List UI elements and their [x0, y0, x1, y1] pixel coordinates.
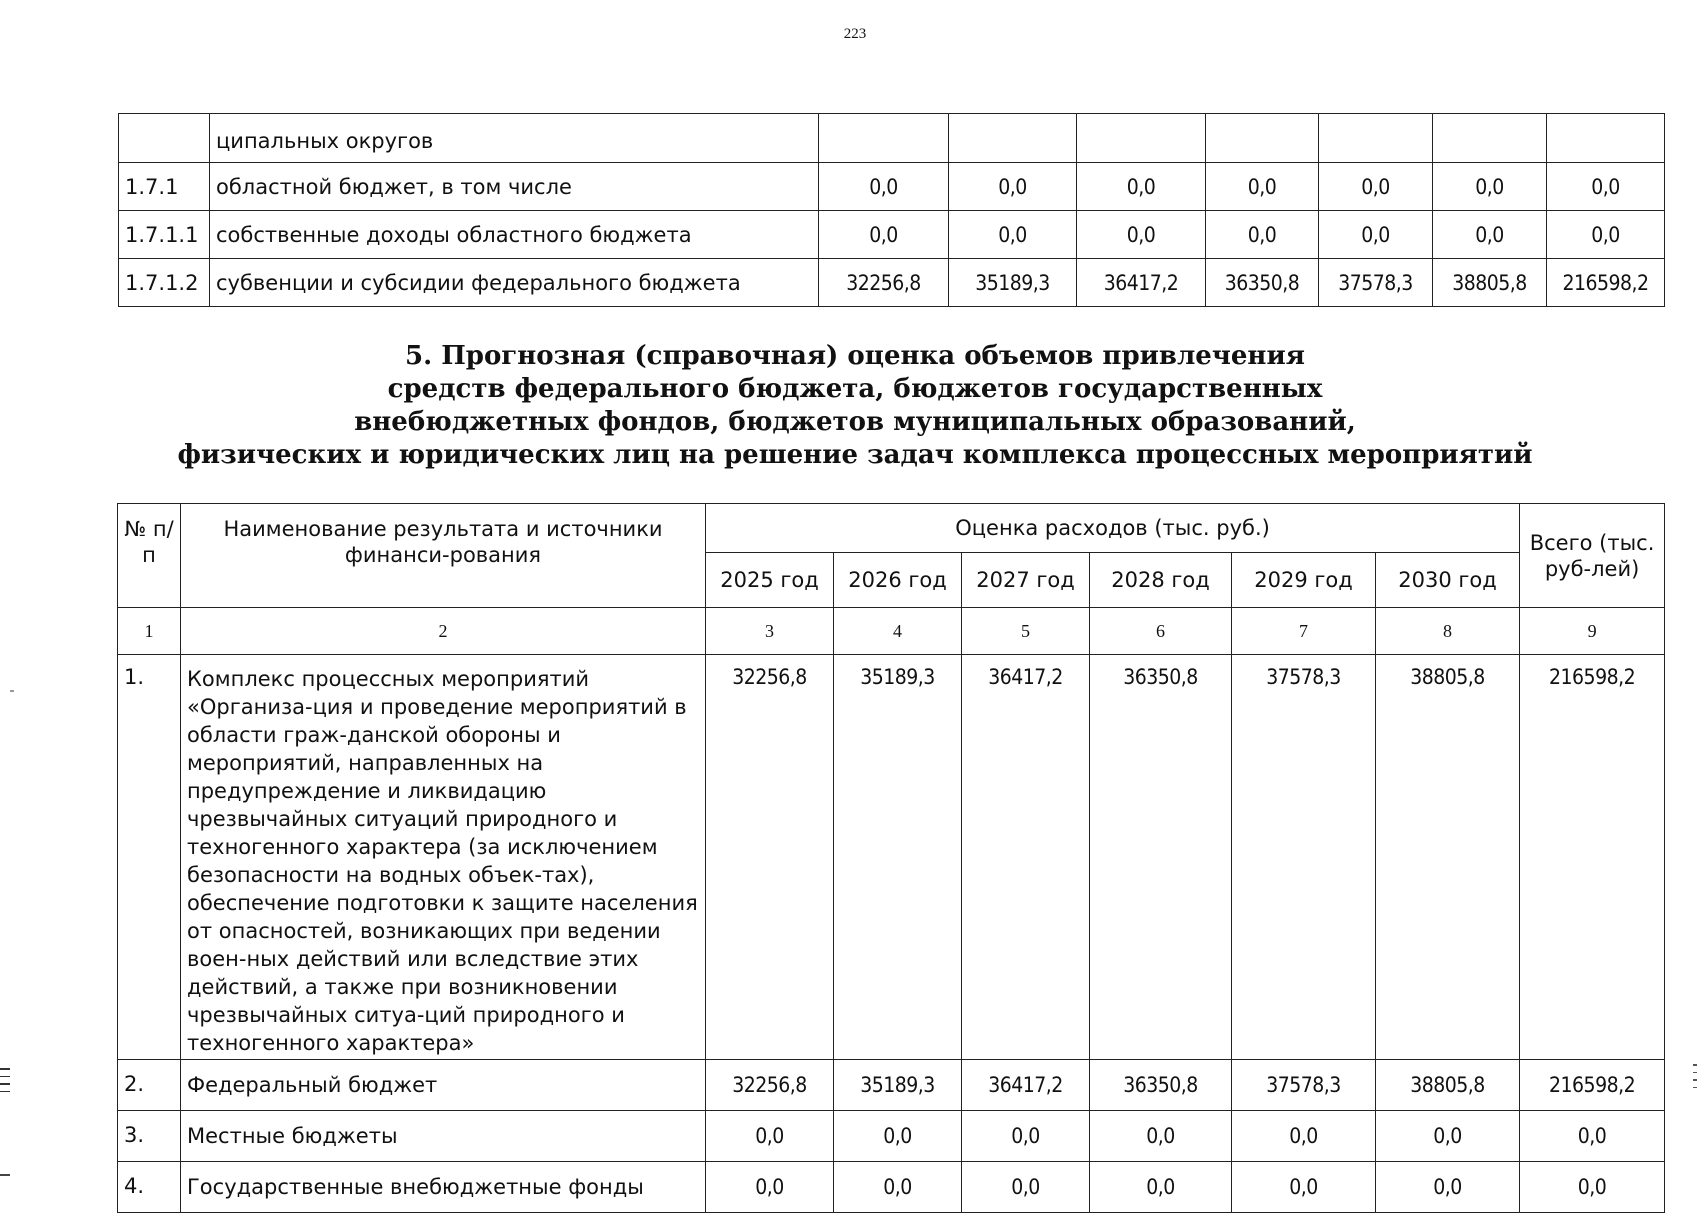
- cell-value: 0,0: [949, 211, 1077, 259]
- funding-estimate-table: [117, 503, 1665, 1213]
- cell-value: 38805,8: [1376, 655, 1520, 1060]
- column-number: 6: [1090, 608, 1232, 655]
- cell-value: 0,0: [962, 1162, 1090, 1213]
- header-number: № п/п: [118, 504, 181, 608]
- cell-value: 36350,8: [1090, 655, 1232, 1060]
- cell-value: 216598,2: [1520, 655, 1665, 1060]
- row-name: Комплекс процессных мероприятий «Организа-ция и проведение мероприятий в области граж-данской обороны и мероприятий, направленных на предупреждение и ликвидацию чрезвычайных ситуаций природного и техногенного характера (за исключением безопасности на водных объек-тах), обеспечение подготовки к защите населения от опасностей, возникающих при ведении воен-ных действий или вследствие этих действий, а также при возникновении чрезвычайных ситуа-ций природного и техногенного характера»: [181, 655, 706, 1060]
- row-number: 3.: [118, 1111, 181, 1162]
- column-number: 7: [1232, 608, 1376, 655]
- cell-value: 36350,8: [1206, 259, 1319, 307]
- page-number: 223: [843, 26, 867, 42]
- row-number: 1.: [118, 655, 181, 1060]
- section-title: [0, 340, 1697, 472]
- cell-value: 0,0: [819, 211, 949, 259]
- table-row: [118, 655, 1665, 1060]
- row-number: [119, 114, 210, 163]
- cell-value: 0,0: [1319, 211, 1433, 259]
- cell-value: 0,0: [1206, 211, 1319, 259]
- header-name: Наименование результата и источники финанси-рования: [181, 504, 706, 608]
- cell-value: 0,0: [1232, 1111, 1376, 1162]
- row-number: 1.7.1.2: [119, 259, 210, 307]
- header-year: 2025 год: [706, 553, 834, 608]
- cell-value: 0,0: [1319, 163, 1433, 211]
- cell-value: 32256,8: [819, 259, 949, 307]
- column-number: 9: [1520, 608, 1665, 655]
- cell-value: 0,0: [949, 163, 1077, 211]
- table-row: [119, 163, 1665, 211]
- cell-value: 0,0: [1232, 1162, 1376, 1213]
- cell-value: 0,0: [1433, 163, 1547, 211]
- column-number: 4: [834, 608, 962, 655]
- row-number: 2.: [118, 1060, 181, 1111]
- column-number: 2: [181, 608, 706, 655]
- cell-value: 38805,8: [1433, 259, 1547, 307]
- table-row: [119, 114, 1665, 163]
- cell-value: 35189,3: [949, 259, 1077, 307]
- row-name: областной бюджет, в том числе: [210, 163, 819, 211]
- cell-value: 0,0: [1090, 1162, 1232, 1213]
- column-number: 5: [962, 608, 1090, 655]
- cell-value: [1319, 114, 1433, 163]
- header-year: 2027 год: [962, 553, 1090, 608]
- column-numbers-row: [118, 608, 1665, 655]
- table-row: [118, 1162, 1665, 1213]
- row-name: Государственные внебюджетные фонды: [181, 1162, 706, 1213]
- cell-value: 36350,8: [1090, 1060, 1232, 1111]
- section-title-line: 5. Прогнозная (справочная) оценка объемов привлечения: [405, 341, 1305, 371]
- header-year: 2026 год: [834, 553, 962, 608]
- table-row: [118, 1111, 1665, 1162]
- cell-value: 38805,8: [1376, 1060, 1520, 1111]
- continuation-table: [118, 113, 1665, 307]
- cell-value: 216598,2: [1520, 1060, 1665, 1111]
- cell-value: 0,0: [834, 1162, 962, 1213]
- column-number: 8: [1376, 608, 1520, 655]
- cell-value: 0,0: [706, 1111, 834, 1162]
- header-year: 2030 год: [1376, 553, 1520, 608]
- cell-value: 0,0: [1077, 211, 1206, 259]
- table-row: [119, 211, 1665, 259]
- column-number: 1: [118, 608, 181, 655]
- cell-value: [1433, 114, 1547, 163]
- header-year: 2028 год: [1090, 553, 1232, 608]
- cell-value: 0,0: [834, 1111, 962, 1162]
- cell-value: [1547, 114, 1665, 163]
- cell-value: [819, 114, 949, 163]
- cell-value: 0,0: [706, 1162, 834, 1213]
- table-row: [119, 259, 1665, 307]
- header-total: Всего (тыс. руб-лей): [1520, 504, 1665, 608]
- cell-value: 0,0: [1547, 163, 1665, 211]
- cell-value: 35189,3: [834, 1060, 962, 1111]
- cell-value: 0,0: [1376, 1162, 1520, 1213]
- cell-value: 37578,3: [1319, 259, 1433, 307]
- cell-value: 32256,8: [706, 1060, 834, 1111]
- section-title-line: физических и юридических лиц на решение задач комплекса процессных мероприятий: [177, 440, 1533, 470]
- cell-value: 0,0: [1206, 163, 1319, 211]
- row-number: 1.7.1: [119, 163, 210, 211]
- cell-value: 0,0: [1520, 1162, 1665, 1213]
- cell-value: 32256,8: [706, 655, 834, 1060]
- margin-tick: [10, 690, 14, 692]
- header-expenses: Оценка расходов (тыс. руб.): [706, 504, 1520, 553]
- cell-value: 36417,2: [962, 1060, 1090, 1111]
- cell-value: 37578,3: [1232, 1060, 1376, 1111]
- section-title-line: внебюджетных фондов, бюджетов муниципальных образований,: [354, 407, 1356, 437]
- section-title-line: средств федерального бюджета, бюджетов государственных: [387, 374, 1323, 404]
- cell-value: 0,0: [1547, 211, 1665, 259]
- table-row: [118, 1060, 1665, 1111]
- cell-value: 37578,3: [1232, 655, 1376, 1060]
- column-number: 3: [706, 608, 834, 655]
- row-name: ципальных округов: [210, 114, 819, 163]
- row-number: 4.: [118, 1162, 181, 1213]
- binding-mark: [0, 1062, 10, 1098]
- cell-value: [1206, 114, 1319, 163]
- cell-value: 216598,2: [1547, 259, 1665, 307]
- cell-value: 0,0: [1376, 1111, 1520, 1162]
- row-name: Федеральный бюджет: [181, 1060, 706, 1111]
- row-number: 1.7.1.1: [119, 211, 210, 259]
- row-name: субвенции и субсидии федерального бюджета: [210, 259, 819, 307]
- cell-value: 0,0: [962, 1111, 1090, 1162]
- cell-value: 0,0: [1520, 1111, 1665, 1162]
- cell-value: 0,0: [819, 163, 949, 211]
- header-year: 2029 год: [1232, 553, 1376, 608]
- cell-value: 36417,2: [962, 655, 1090, 1060]
- row-name: собственные доходы областного бюджета: [210, 211, 819, 259]
- cell-value: 0,0: [1433, 211, 1547, 259]
- cell-value: 35189,3: [834, 655, 962, 1060]
- row-name: Местные бюджеты: [181, 1111, 706, 1162]
- binding-mark-right: [1693, 1058, 1697, 1094]
- cell-value: [949, 114, 1077, 163]
- cell-value: [1077, 114, 1206, 163]
- cell-value: 0,0: [1077, 163, 1206, 211]
- cell-value: 36417,2: [1077, 259, 1206, 307]
- margin-tick: [0, 1174, 10, 1176]
- cell-value: 0,0: [1090, 1111, 1232, 1162]
